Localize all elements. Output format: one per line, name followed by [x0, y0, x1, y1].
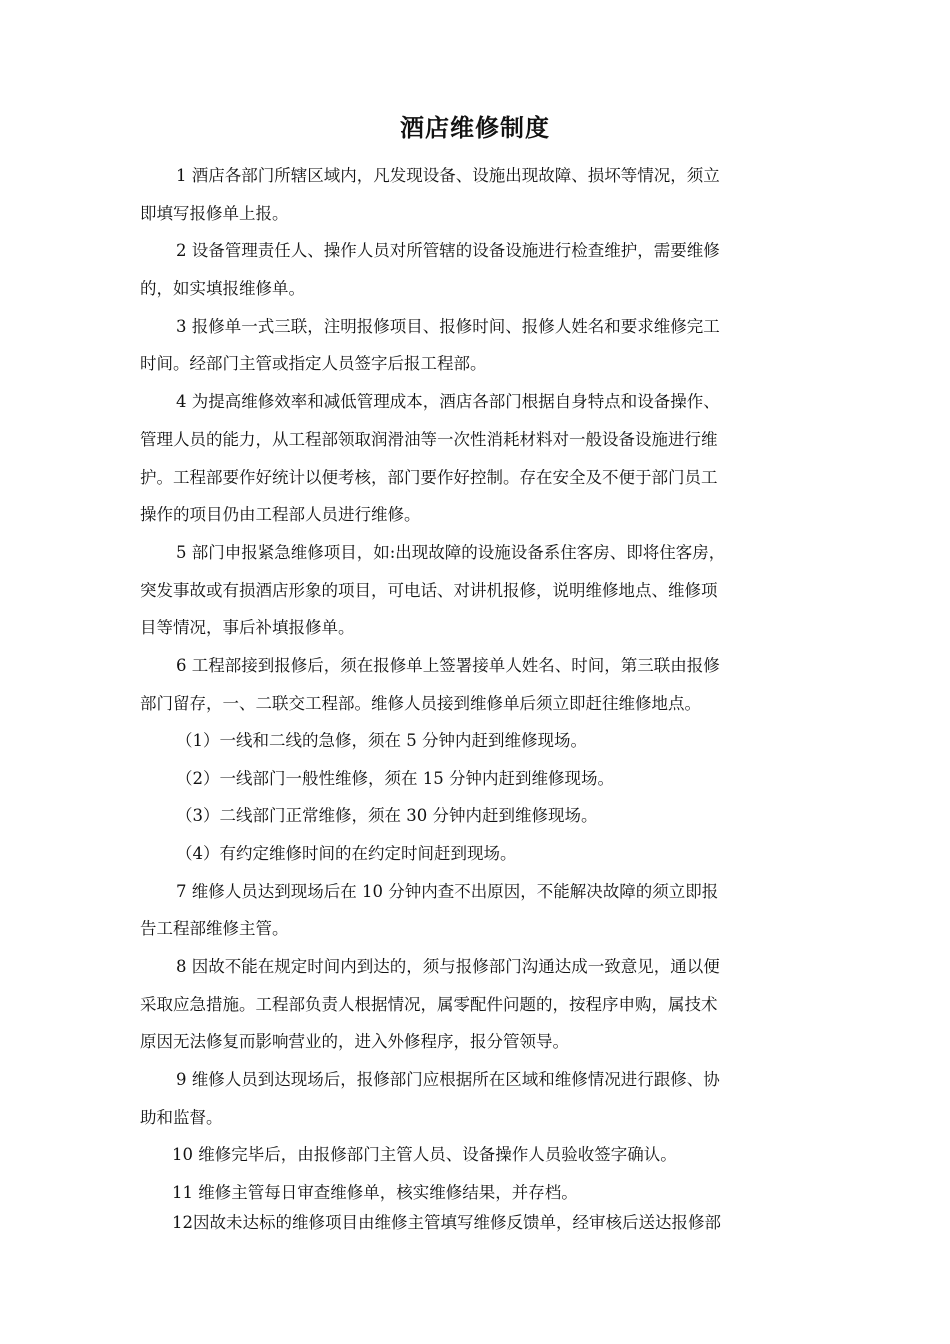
list-item: （4）有约定维修时间的在约定时间赶到现场。: [176, 844, 517, 863]
paragraph-line: 8 因故不能在规定时间内到达的，须与报修部门沟通达成一致意见，通以便: [176, 957, 720, 976]
list-item: （3）二线部门正常维修，须在 30 分钟内赶到维修现场。: [176, 806, 598, 825]
paragraph-line: 护。工程部要作好统计以便考核，部门要作好控制。存在安全及不便于部门员工: [140, 468, 718, 487]
paragraph-line: 目等情况，事后补填报修单。: [140, 618, 355, 637]
paragraph-line: 告工程部维修主管。: [140, 919, 289, 938]
paragraph-line: 即填写报修单上报。: [140, 204, 289, 223]
paragraph-line: 原因无法修复而影响营业的，进入外修程序，报分管领导。: [140, 1032, 569, 1051]
paragraph-line: 12因故未达标的维修项目由维修主管填写维修反馈单，经审核后送达报修部: [172, 1213, 721, 1232]
list-item: （2）一线部门一般性维修，须在 15 分钟内赶到维修现场。: [176, 769, 614, 788]
list-item: （1）一线和二线的急修，须在 5 分钟内赶到维修现场。: [176, 731, 587, 750]
paragraph-line: 突发事故或有损酒店形象的项目，可电话、对讲机报修，说明维修地点、维修项: [140, 581, 718, 600]
paragraph-line: 2 设备管理责任人、操作人员对所管辖的设备设施进行检查维护，需要维修: [176, 241, 720, 260]
document-title: 酒店维修制度: [400, 114, 550, 142]
paragraph-line: 11 维修主管每日审查维修单，核实维修结果，并存档。: [172, 1183, 578, 1202]
paragraph-line: 管理人员的能力，从工程部领取润滑油等一次性消耗材料对一般设备设施进行维: [140, 430, 718, 449]
paragraph-line: 6 工程部接到报修后，须在报修单上签署接单人姓名、时间，第三联由报修: [176, 656, 720, 675]
paragraph-line: 操作的项目仍由工程部人员进行维修。: [140, 505, 421, 524]
paragraph-line: 10 维修完毕后，由报修部门主管人员、设备操作人员验收签字确认。: [172, 1145, 677, 1164]
paragraph-line: 9 维修人员到达现场后，报修部门应根据所在区域和维修情况进行跟修、协: [176, 1070, 720, 1089]
paragraph-line: 部门留存，一、二联交工程部。维修人员接到维修单后须立即赶往维修地点。: [140, 694, 701, 713]
paragraph-line: 1 酒店各部门所辖区域内，凡发现设备、设施出现故障、损坏等情况，须立: [176, 166, 720, 185]
paragraph-line: 助和监督。: [140, 1108, 223, 1127]
paragraph-line: 时间。经部门主管或指定人员签字后报工程部。: [140, 354, 487, 373]
paragraph-line: 采取应急措施。工程部负责人根据情况，属零配件问题的，按程序申购，属技术: [140, 995, 718, 1014]
paragraph-line: 7 维修人员达到现场后在 10 分钟内查不出原因，不能解决故障的须立即报: [176, 882, 719, 901]
paragraph-line: 5 部门申报紧急维修项目，如:出现故障的设施设备系住客房、即将住客房，: [176, 543, 726, 562]
paragraph-line: 4 为提高维修效率和减低管理成本，酒店各部门根据自身特点和设备操作、: [176, 392, 720, 411]
paragraph-line: 3 报修单一式三联，注明报修项目、报修时间、报修人姓名和要求维修完工: [176, 317, 720, 336]
paragraph-line: 的，如实填报维修单。: [140, 279, 305, 298]
